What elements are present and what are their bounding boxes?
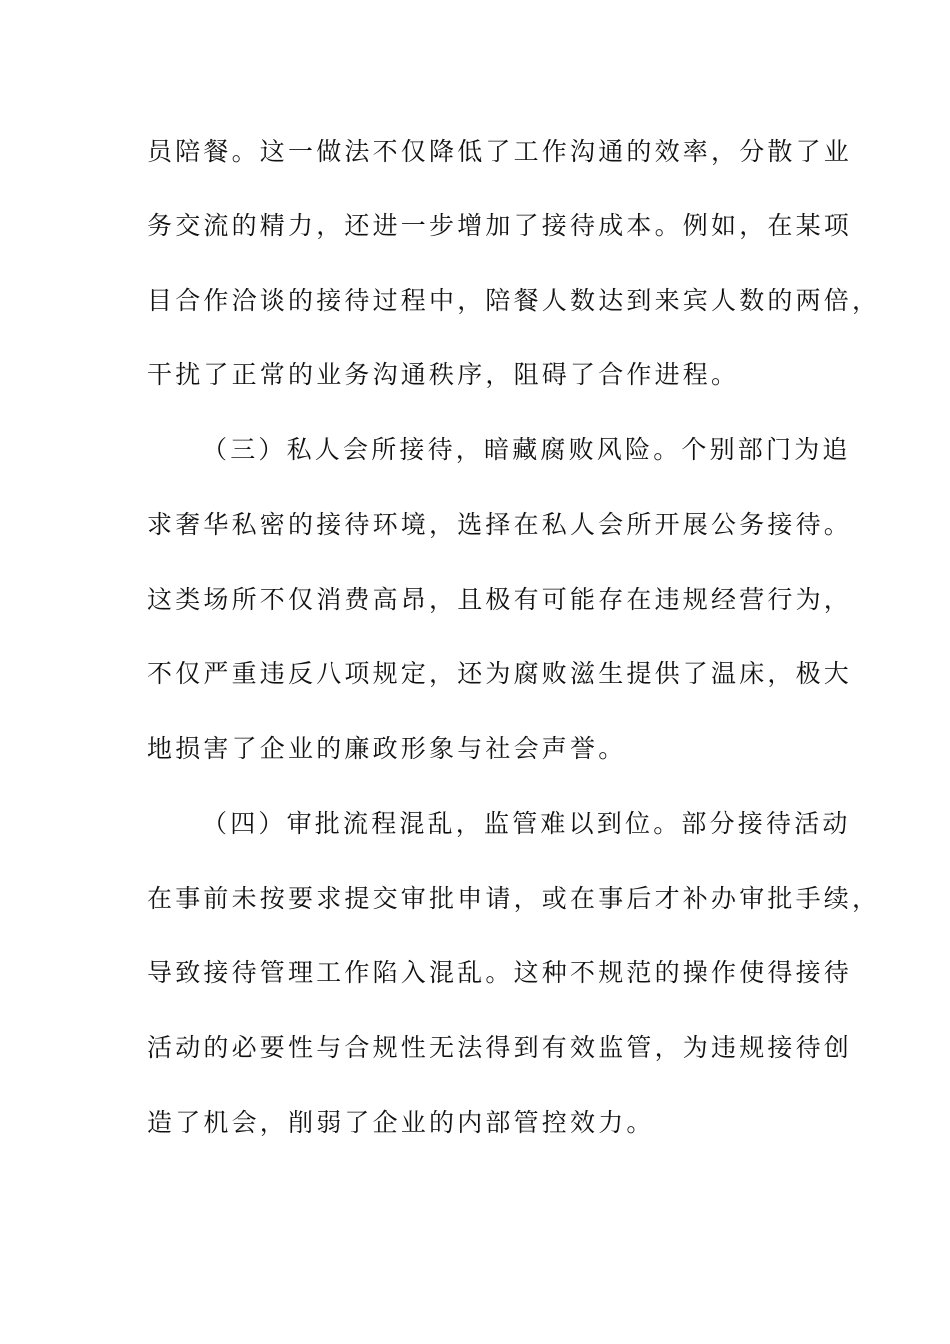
text-line: 不仅严重违反八项规定，还为腐败滋生提供了温床，极大	[147, 659, 853, 688]
text-line: 这类场所不仅消费高昂，且极有可能存在违规经营行为，	[147, 585, 853, 614]
text-line: 导致接待管理工作陷入混乱。这种不规范的操作使得接待	[147, 958, 853, 987]
text-line: 干扰了正常的业务沟通秩序，阻碍了合作进程。	[147, 360, 740, 389]
section-heading-line: （四）审批流程混乱，监管难以到位。部分接待活动	[202, 809, 851, 838]
text-line: 在事前未按要求提交审批申请，或在事后才补办审批手续，	[147, 884, 881, 913]
text-line: 地损害了企业的廉政形象与社会声誉。	[147, 734, 627, 763]
text-line: 务交流的精力，还进一步增加了接待成本。例如，在某项	[147, 211, 853, 240]
text-line: 求奢华私密的接待环境，选择在私人会所开展公务接待。	[147, 510, 853, 539]
text-line: 目合作洽谈的接待过程中，陪餐人数达到来宾人数的两倍，	[147, 286, 881, 315]
text-line: 活动的必要性与合规性无法得到有效监管，为违规接待创	[147, 1033, 853, 1062]
section-heading-line: （三）私人会所接待，暗藏腐败风险。个别部门为追	[202, 435, 851, 464]
text-line: 造了机会，削弱了企业的内部管控效力。	[147, 1108, 655, 1137]
text-line: 员陪餐。这一做法不仅降低了工作沟通的效率，分散了业	[147, 137, 853, 166]
